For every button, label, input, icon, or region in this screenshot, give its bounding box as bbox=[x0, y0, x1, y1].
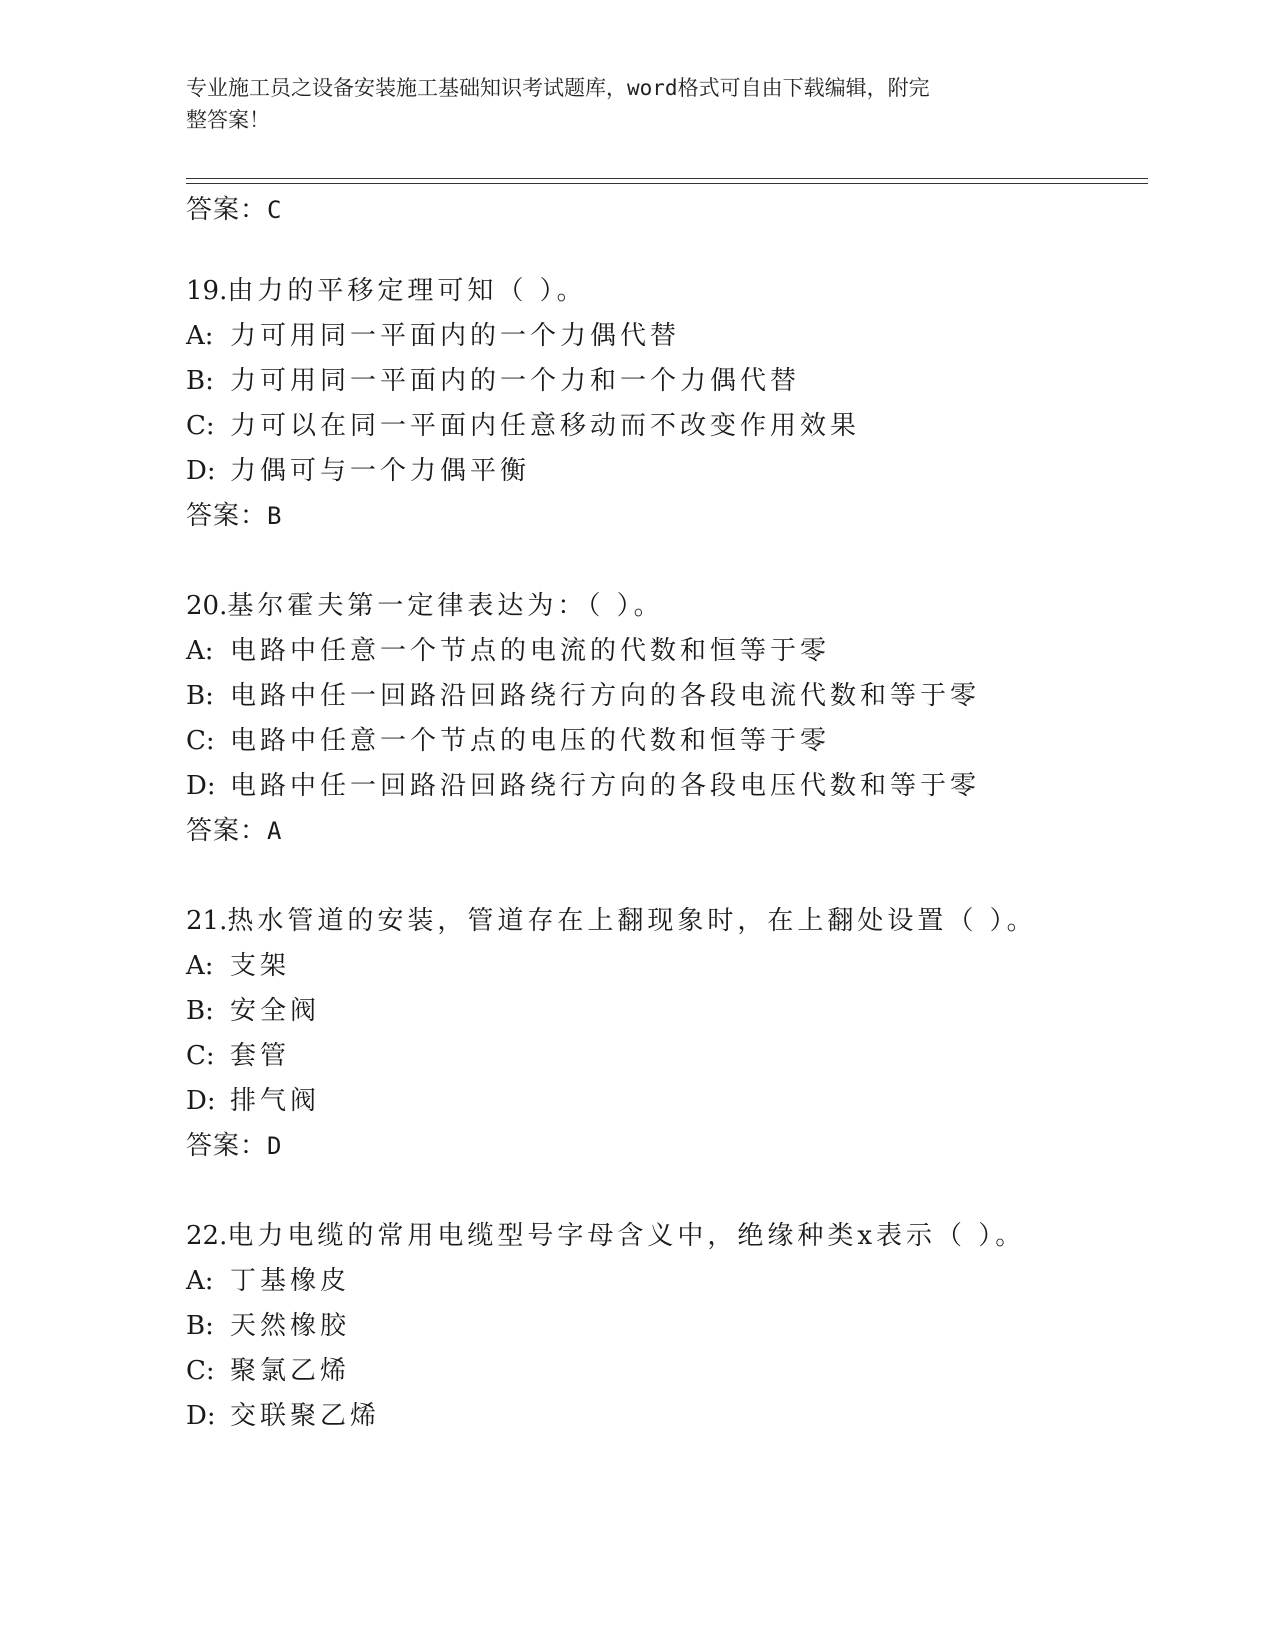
document-header bbox=[186, 72, 1086, 136]
option-text: 支架 bbox=[230, 951, 291, 981]
option-key: D: bbox=[186, 456, 216, 486]
answer-line bbox=[186, 1124, 1146, 1169]
answer-line bbox=[186, 494, 1146, 539]
option-text: 套管 bbox=[230, 1041, 291, 1071]
option-key: C: bbox=[186, 726, 215, 756]
option-b bbox=[186, 359, 1146, 404]
option-text: 电路中任一回路沿回路绕行方向的各段电压代数和等于零 bbox=[230, 771, 981, 801]
option-key: A: bbox=[186, 951, 214, 981]
header-line-2: 整答案！ bbox=[186, 108, 270, 132]
option-c bbox=[186, 1349, 1146, 1394]
answer-prefix: 答案： bbox=[186, 501, 268, 531]
option-a bbox=[186, 1259, 1146, 1304]
option-text: 电路中任意一个节点的电压的代数和恒等于零 bbox=[230, 726, 831, 756]
option-d bbox=[186, 1394, 1146, 1439]
answer-prefix: 答案： bbox=[186, 816, 268, 846]
answer-prefix: 答案： bbox=[186, 195, 268, 225]
option-key: A: bbox=[186, 1266, 214, 1296]
question-number: 20. bbox=[186, 591, 228, 621]
question-title bbox=[186, 269, 1146, 314]
answer-line bbox=[186, 188, 1146, 233]
header-line-1: 专业施工员之设备安装施工基础知识考试题库，word格式可自由下载编辑，附完 bbox=[186, 76, 930, 100]
question-text: 热水管道的安装，管道存在上翻现象时，在上翻处设置（ ）。 bbox=[227, 906, 1037, 936]
question-20 bbox=[186, 584, 1146, 854]
option-key: D: bbox=[186, 1086, 216, 1116]
question-number: 19. bbox=[186, 276, 228, 306]
question-22 bbox=[186, 1214, 1146, 1439]
option-text: 力可用同一平面内的一个力偶代替 bbox=[230, 321, 681, 351]
option-text: 力可以在同一平面内任意移动而不改变作用效果 bbox=[230, 411, 861, 441]
option-d bbox=[186, 449, 1146, 494]
question-number: 21. bbox=[186, 906, 228, 936]
question-title bbox=[186, 1214, 1146, 1259]
option-key: C: bbox=[186, 411, 215, 441]
option-text: 丁基橡皮 bbox=[230, 1266, 351, 1296]
option-text: 电路中任意一个节点的电流的代数和恒等于零 bbox=[230, 636, 831, 666]
option-c bbox=[186, 1034, 1146, 1079]
option-key: A: bbox=[186, 321, 214, 351]
option-a bbox=[186, 314, 1146, 359]
answer-value: B bbox=[267, 502, 283, 530]
question-text: 电力电缆的常用电缆型号字母含义中，绝缘种类x表示（ ）。 bbox=[227, 1221, 1026, 1251]
answer-value: A bbox=[267, 817, 283, 845]
option-d bbox=[186, 764, 1146, 809]
question-number: 22. bbox=[186, 1221, 228, 1251]
answer-prefix: 答案： bbox=[186, 1131, 268, 1161]
option-text: 交联聚乙烯 bbox=[230, 1401, 381, 1431]
question-19 bbox=[186, 269, 1146, 539]
option-key: D: bbox=[186, 1401, 216, 1431]
question-text: 基尔霍夫第一定律表达为：（ ）。 bbox=[227, 591, 664, 621]
header-divider-bottom bbox=[186, 183, 1148, 184]
option-c bbox=[186, 719, 1146, 764]
option-key: C: bbox=[186, 1356, 215, 1386]
option-c bbox=[186, 404, 1146, 449]
option-key: B: bbox=[186, 681, 214, 711]
option-text: 力偶可与一个力偶平衡 bbox=[230, 456, 531, 486]
header-divider-top bbox=[186, 178, 1148, 179]
option-d bbox=[186, 1079, 1146, 1124]
question-21 bbox=[186, 899, 1146, 1169]
answer-value: C bbox=[267, 196, 283, 224]
option-key: B: bbox=[186, 1311, 214, 1341]
option-b bbox=[186, 989, 1146, 1034]
question-title bbox=[186, 584, 1146, 629]
option-text: 聚氯乙烯 bbox=[230, 1356, 351, 1386]
option-text: 天然橡胶 bbox=[230, 1311, 351, 1341]
option-a bbox=[186, 629, 1146, 674]
option-key: C: bbox=[186, 1041, 215, 1071]
question-title bbox=[186, 899, 1146, 944]
option-key: B: bbox=[186, 996, 214, 1026]
option-text: 安全阀 bbox=[230, 996, 321, 1026]
option-b bbox=[186, 1304, 1146, 1349]
question-list bbox=[186, 188, 1146, 1439]
question-text: 由力的平移定理可知（ ）。 bbox=[227, 276, 587, 306]
option-a bbox=[186, 944, 1146, 989]
option-key: B: bbox=[186, 366, 214, 396]
option-key: A: bbox=[186, 636, 214, 666]
option-text: 排气阀 bbox=[230, 1086, 321, 1116]
option-text: 力可用同一平面内的一个力和一个力偶代替 bbox=[230, 366, 801, 396]
option-text: 电路中任一回路沿回路绕行方向的各段电流代数和等于零 bbox=[230, 681, 981, 711]
answer-line bbox=[186, 809, 1146, 854]
option-key: D: bbox=[186, 771, 216, 801]
option-b bbox=[186, 674, 1146, 719]
answer-value: D bbox=[267, 1132, 283, 1160]
